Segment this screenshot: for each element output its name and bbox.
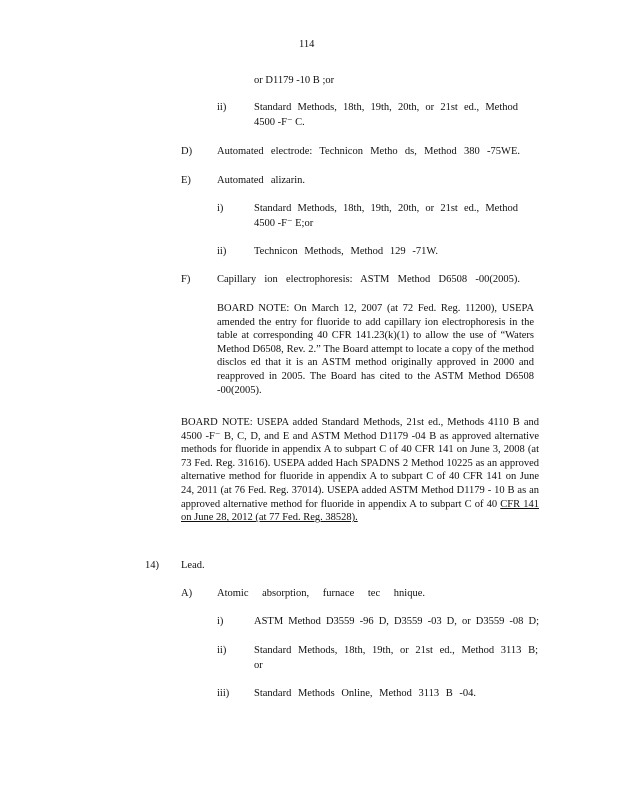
item-f-text: Capillary ion electrophoresis: ASTM Method D6508 -00(2005). bbox=[217, 274, 520, 285]
method-e-ii-text: Technicon Methods, Method 129 -71W. bbox=[254, 246, 438, 257]
method-a-i-marker: i) bbox=[217, 616, 224, 627]
method-e-i-marker: i) bbox=[217, 203, 224, 214]
section-14-title: Lead. bbox=[181, 560, 205, 571]
method-c-ii-line-1: Standard Methods, 18th, 19th, 20th, or 21st ed., Method bbox=[254, 102, 518, 113]
method-a-iii-text: Standard Methods Online, Method 3113 B -04. bbox=[254, 688, 476, 699]
method-e-ii-marker: ii) bbox=[217, 246, 227, 257]
method-e-i-line-1: Standard Methods, 18th, 19th, 20th, or 21st ed., Method bbox=[254, 203, 518, 214]
method-c-ii-marker: ii) bbox=[217, 102, 227, 113]
method-c-continuation: or D1179 -10 B ;or bbox=[254, 75, 335, 86]
method-a-iii-marker: iii) bbox=[217, 688, 230, 699]
board-note-fluoride-text: BOARD NOTE: USEPA added Standard Methods, 21st ed., Methods 4110 B and 4500 -F⁻ B, C, D, and E and ASTM Method D1179 -04 B as approved alternative methods for fluoride in appendix A to subpart C of 40 CFR 141 on June 3, 2008 (at 73 Fed. Reg. 31616). USEPA added Hach SPADNS 2 Method 10225 as an approved alternative method for fluoride in appendix A to subpart C of 40 CFR 141 on June 24, 2011 (at 76 Fed. Reg. 37014). USEPA added ASTM Method D1179 - 10 B as an approved alternative method for fluoride in appendix A to subpart C of 40 bbox=[181, 417, 539, 510]
board-note-fluoride bbox=[181, 416, 539, 525]
item-a-marker: A) bbox=[181, 588, 193, 599]
method-a-ii-line-1: Standard Methods, 18th, 19th, or 21st ed., Method 3113 B; bbox=[254, 645, 538, 656]
item-d-text: Automated electrode: Technicon Metho ds, Method 380 -75WE. bbox=[217, 146, 520, 157]
page-number: 114 bbox=[299, 39, 315, 50]
item-a-text: Atomic absorption, furnace tec hnique. bbox=[217, 588, 425, 599]
method-e-i-line-2: 4500 -F⁻ E;or bbox=[254, 218, 314, 229]
board-note-capillary: BOARD NOTE: On March 12, 2007 (at 72 Fed. Reg. 11200), USEPA amended the entry for fluoride to add capillary ion electrophoresis in the table at corresponding 40 CFR 141.23(k)(1) to allow the use of “Waters Method D6508, Rev. 2.” The Board attempt to locate a copy of the method disclos ed that it is an ASTM method originally approved in 2000 and reapproved in 2005. The Board has cited to the ASTM Method D6508 -00(2005). bbox=[217, 303, 534, 396]
item-d-marker: D) bbox=[181, 146, 193, 157]
section-14-marker: 14) bbox=[145, 560, 159, 571]
board-note-fluoride-underlined-text: CFR 141 on June 28, 2012 (at 77 Fed. Reg. 38528). bbox=[181, 498, 539, 524]
item-e-text: Automated alizarin. bbox=[217, 175, 305, 186]
method-a-ii-marker: ii) bbox=[217, 645, 227, 656]
item-f-marker: F) bbox=[181, 274, 191, 285]
method-a-i-text: ASTM Method D3559 -96 D, D3559 -03 D, or D3559 -08 D; bbox=[254, 616, 539, 627]
item-e-marker: E) bbox=[181, 175, 191, 186]
method-c-ii-line-2: 4500 -F⁻ C. bbox=[254, 117, 305, 128]
method-a-ii-line-2: or bbox=[254, 660, 263, 671]
